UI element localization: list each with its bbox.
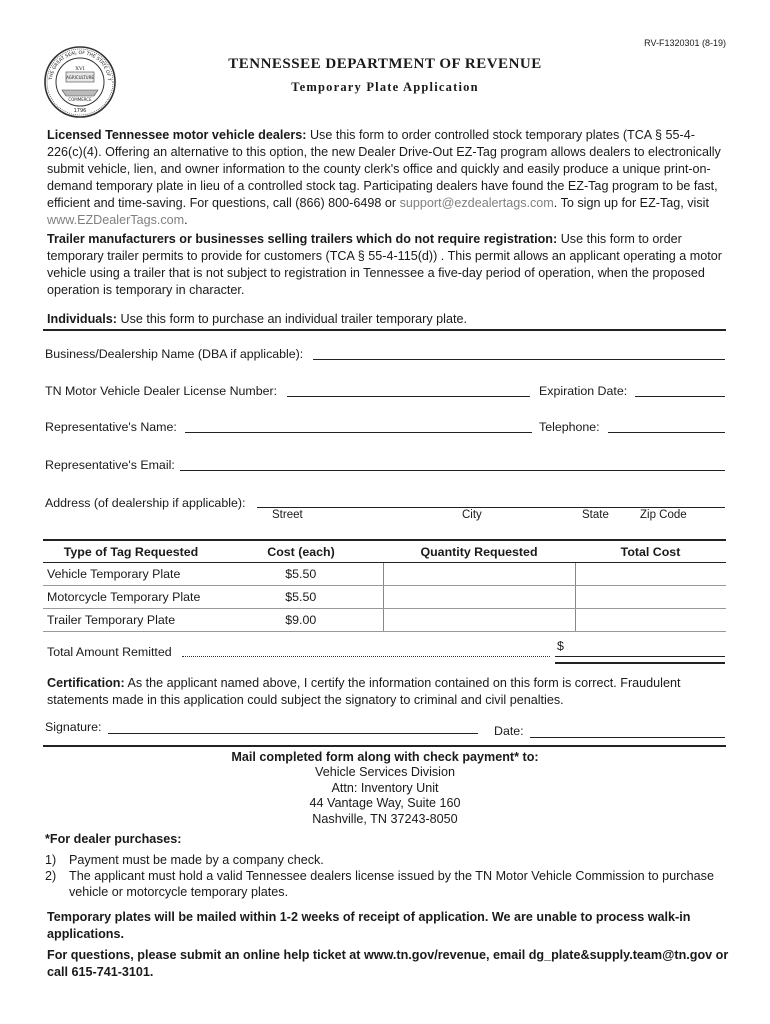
section-divider [43, 329, 726, 331]
signature-field[interactable] [108, 733, 478, 734]
dealers-text: Use this form to order controlled stock temporary plates (TCA § 55-4-226(c)(4). Offering an alternative to this option, the new Dealer Drive-Out EZ-Tag program allows dealers to electronically submit vehicle, lien, and owner information to the county clerk's office and quickly and easily produce a unique print-on-demand temporary plate in lieu of a controlled stock tag. Participating dealers have found the EZ-Tag program to be fast, efficient and time-saving. For questions, call (866) 800-6498 or [47, 128, 721, 210]
city-sublabel: City [462, 509, 482, 521]
trailer-lead: Trailer manufacturers or businesses selling trailers which do not require registration: [47, 232, 558, 246]
mail-address-line: Attn: Inventory Unit [331, 780, 439, 795]
dealer-purchases-list [45, 852, 727, 900]
dealer-purchases-heading: *For dealer purchases: [45, 832, 182, 846]
mail-address-line: Vehicle Services Division [315, 765, 455, 779]
tag-type: Vehicle Temporary Plate [43, 563, 219, 586]
rep-email-field[interactable] [180, 470, 725, 471]
certification-text: As the applicant named above, I certify the information contained on this form is correct. Fraudulent statements made in this application could subject the signatory to criminal and civil penalties. [47, 676, 681, 707]
mailing-notice: Temporary plates will be mailed within 1-2 weeks of receipt of application. We are unable to process walk-in applications. [47, 910, 691, 941]
seal-arc-text: THE GREAT SEAL OF THE STATE OF T [49, 50, 112, 82]
business-name-label: Business/Dealership Name (DBA if applicable): [45, 347, 304, 361]
seal-commerce: COMMERCE [68, 97, 92, 102]
total-cost-input[interactable] [575, 586, 726, 609]
ez-dealer-tags-link[interactable]: www.EZDealerTags.com [47, 213, 185, 227]
expiration-label: Expiration Date: [539, 384, 628, 398]
total-double-rule [555, 662, 725, 664]
list-item [45, 852, 727, 868]
telephone-label: Telephone: [539, 420, 600, 434]
seal-roman: XVI [75, 66, 85, 72]
mail-address-line: Nashville, TN 37243-8050 [312, 811, 458, 826]
questions-notice: For questions, please submit an online help ticket at www.tn.gov/revenue, email dg_plate&supply.team@tn.gov or call 615-741-3101. [47, 948, 729, 979]
certification-lead: Certification: [47, 676, 125, 690]
individuals-paragraph [47, 311, 729, 328]
header-quantity: Quantity Requested [383, 540, 575, 563]
trailer-paragraph [47, 231, 729, 299]
business-name-field[interactable] [313, 359, 725, 360]
form-id: RV-F1320301 (8-19) [644, 38, 726, 48]
mail-heading: Mail completed form along with check payment* to: [231, 750, 539, 764]
table-row [43, 563, 726, 586]
department-title: TENNESSEE DEPARTMENT OF REVENUE [228, 56, 542, 72]
table-row [43, 586, 726, 609]
address-field[interactable] [257, 507, 725, 508]
rep-email-label: Representative's Email: [45, 458, 175, 472]
dealers-lead: Licensed Tennessee motor vehicle dealers: [47, 128, 307, 142]
total-leader-dots [182, 656, 550, 657]
list-item-text: The applicant must hold a valid Tennessee dealers license issued by the TN Motor Vehicle Commission to purchase vehicle or motorcycle temporary plates. [69, 869, 714, 899]
form-title: Temporary Plate Application [291, 80, 479, 94]
expiration-field[interactable] [635, 396, 725, 397]
state-sublabel: State [582, 509, 609, 521]
mail-address-line: 44 Vantage Way, Suite 160 [309, 796, 461, 810]
rep-name-field[interactable] [185, 432, 532, 433]
header-total: Total Cost [575, 540, 726, 563]
list-item-number: 2) [45, 869, 57, 883]
license-number-label: TN Motor Vehicle Dealer License Number: [45, 384, 278, 398]
total-remitted-field[interactable] [555, 656, 725, 657]
zip-sublabel: Zip Code [640, 509, 687, 521]
trailer-text: Use this form to order temporary trailer permits to provide for customers (TCA § 55-4-115(d)) . This permit allows an applicant operating a motor vehicle using a trailer that is not subject to registration in Tennessee a five-day period of operation, when the proposed operation is temporary in character. [47, 232, 722, 297]
rep-name-label: Representative's Name: [45, 420, 177, 434]
total-cost-input[interactable] [575, 563, 726, 586]
currency-sign: $ [557, 639, 564, 653]
date-label: Date: [494, 724, 524, 738]
header-type: Type of Tag Requested [43, 540, 219, 563]
signup-period: . [184, 213, 188, 227]
quantity-input[interactable] [383, 586, 575, 609]
signup-text: . To sign up for EZ-Tag, visit [553, 196, 709, 210]
address-label: Address (of dealership if applicable): [45, 496, 246, 510]
tag-type: Trailer Temporary Plate [43, 609, 219, 632]
total-cost-input[interactable] [575, 609, 726, 632]
table-row [43, 609, 726, 632]
tag-order-table [43, 539, 726, 632]
mail-address [170, 765, 600, 827]
list-item [45, 868, 727, 900]
individuals-lead: Individuals: [47, 312, 117, 326]
seal-agriculture: AGRICULTURE [66, 75, 94, 80]
quantity-input[interactable] [383, 609, 575, 632]
tag-cost: $9.00 [219, 609, 383, 632]
street-sublabel: Street [272, 509, 303, 521]
mail-divider [43, 745, 726, 747]
list-item-text: Payment must be made by a company check. [69, 853, 324, 867]
date-field[interactable] [530, 737, 725, 738]
telephone-field[interactable] [608, 432, 725, 433]
dealers-paragraph [47, 127, 729, 229]
tag-type: Motorcycle Temporary Plate [43, 586, 219, 609]
tag-cost: $5.50 [219, 563, 383, 586]
tennessee-state-seal [44, 46, 116, 118]
header-cost: Cost (each) [219, 540, 383, 563]
seal-year: 1796 [73, 108, 87, 114]
support-email-link[interactable]: support@ezdealertags.com [399, 196, 554, 210]
total-remitted-label: Total Amount Remitted [47, 645, 172, 659]
license-number-field[interactable] [287, 396, 530, 397]
quantity-input[interactable] [383, 563, 575, 586]
table-header-row [43, 540, 726, 563]
certification-paragraph [47, 675, 729, 709]
tag-cost: $5.50 [219, 586, 383, 609]
individuals-text: Use this form to purchase an individual trailer temporary plate. [116, 312, 467, 326]
signature-label: Signature: [45, 720, 102, 734]
list-item-number: 1) [45, 853, 57, 867]
